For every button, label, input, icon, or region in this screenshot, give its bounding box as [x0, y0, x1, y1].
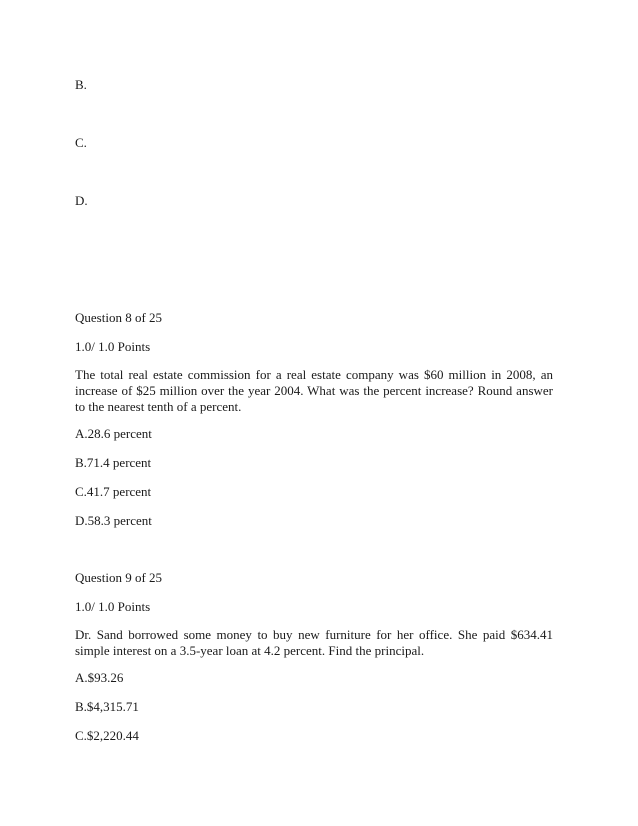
- question-9-option-c: C.$2,220.44: [75, 728, 139, 743]
- prev-option-d: D.: [75, 193, 88, 208]
- question-9-header: Question 9 of 25: [75, 570, 163, 585]
- question-8-points: 1.0/ 1.0 Points: [75, 339, 151, 354]
- question-9-option-a: A.$93.26: [75, 670, 124, 685]
- prev-option-c: C.: [75, 135, 87, 150]
- question-9-option-b: B.$4,315.71: [75, 699, 139, 714]
- question-8-option-b: B.71.4 percent: [75, 455, 152, 470]
- question-9-text: Dr. Sand borrowed some money to buy new furniture for her office. She paid $634.41 simple interest on a 3.5-year loan at 4.2 percent. Find the principal.: [75, 627, 553, 658]
- question-8-option-c: C.41.7 percent: [75, 484, 152, 499]
- prev-option-b: B.: [75, 77, 87, 92]
- question-8-option-d: D.58.3 percent: [75, 513, 152, 528]
- question-8-option-a: A.28.6 percent: [75, 426, 152, 441]
- question-8-header: Question 8 of 25: [75, 310, 163, 325]
- question-8-text: The total real estate commission for a real estate company was $60 million in 2008, an increase of $25 million over the year 2004. What was the percent increase? Round answer to the nearest tenth of a percent.: [75, 367, 553, 414]
- question-9-points: 1.0/ 1.0 Points: [75, 599, 151, 614]
